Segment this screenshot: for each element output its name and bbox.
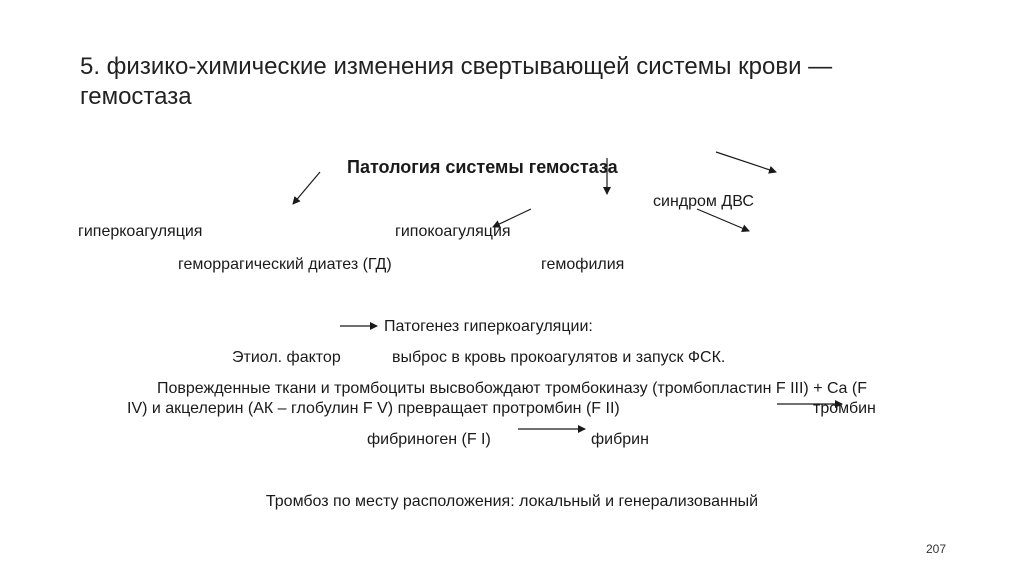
arrow-to-dic [716, 152, 776, 172]
label-fibrinogen: фибриноген (F I) [367, 431, 491, 448]
etiological-factor: Этиол. фактор [232, 349, 341, 366]
thrombosis-line: Тромбоз по месту расположения: локальный и генерализованный [265, 493, 759, 510]
arrow-to-hypocoagulation [493, 209, 531, 227]
arrow-to-hemophilia [697, 209, 749, 231]
label-hypocoagulation: гипокоагуляция [395, 223, 511, 240]
paragraph-line-1: Поврежденные ткани и тромбоциты высвобождают тромбокиназу (тромбопластин F III) + Ca (F [157, 380, 867, 397]
label-thrombin: тромбин [813, 400, 876, 417]
page-number: 207 [925, 542, 946, 556]
subtitle-pathology: Патология системы гемостаза [347, 157, 618, 177]
label-dic-syndrome: синдром ДВС [653, 193, 754, 210]
label-fibrin: фибрин [591, 431, 649, 448]
pathogenesis-heading: Патогенез гиперкоагуляции: [384, 318, 593, 335]
procoagulant-release: выброс в кровь прокоагулятов и запуск ФСК. [392, 349, 726, 366]
arrow-to-hypercoagulation [293, 172, 320, 204]
label-hemorrhagic-diathesis: геморрагический диатез (ГД) [178, 256, 392, 273]
label-hemophilia: гемофилия [541, 256, 625, 273]
title-line-2: гемостаза [80, 83, 192, 110]
title-line-1: 5. физико-химические изменения свертывающей системы крови — [80, 53, 833, 80]
label-hypercoagulation: гиперкоагуляция [78, 223, 203, 240]
paragraph-line-2: IV) и акцелерин (АК – глобулин F V) превращает протромбин (F II) [127, 400, 620, 417]
